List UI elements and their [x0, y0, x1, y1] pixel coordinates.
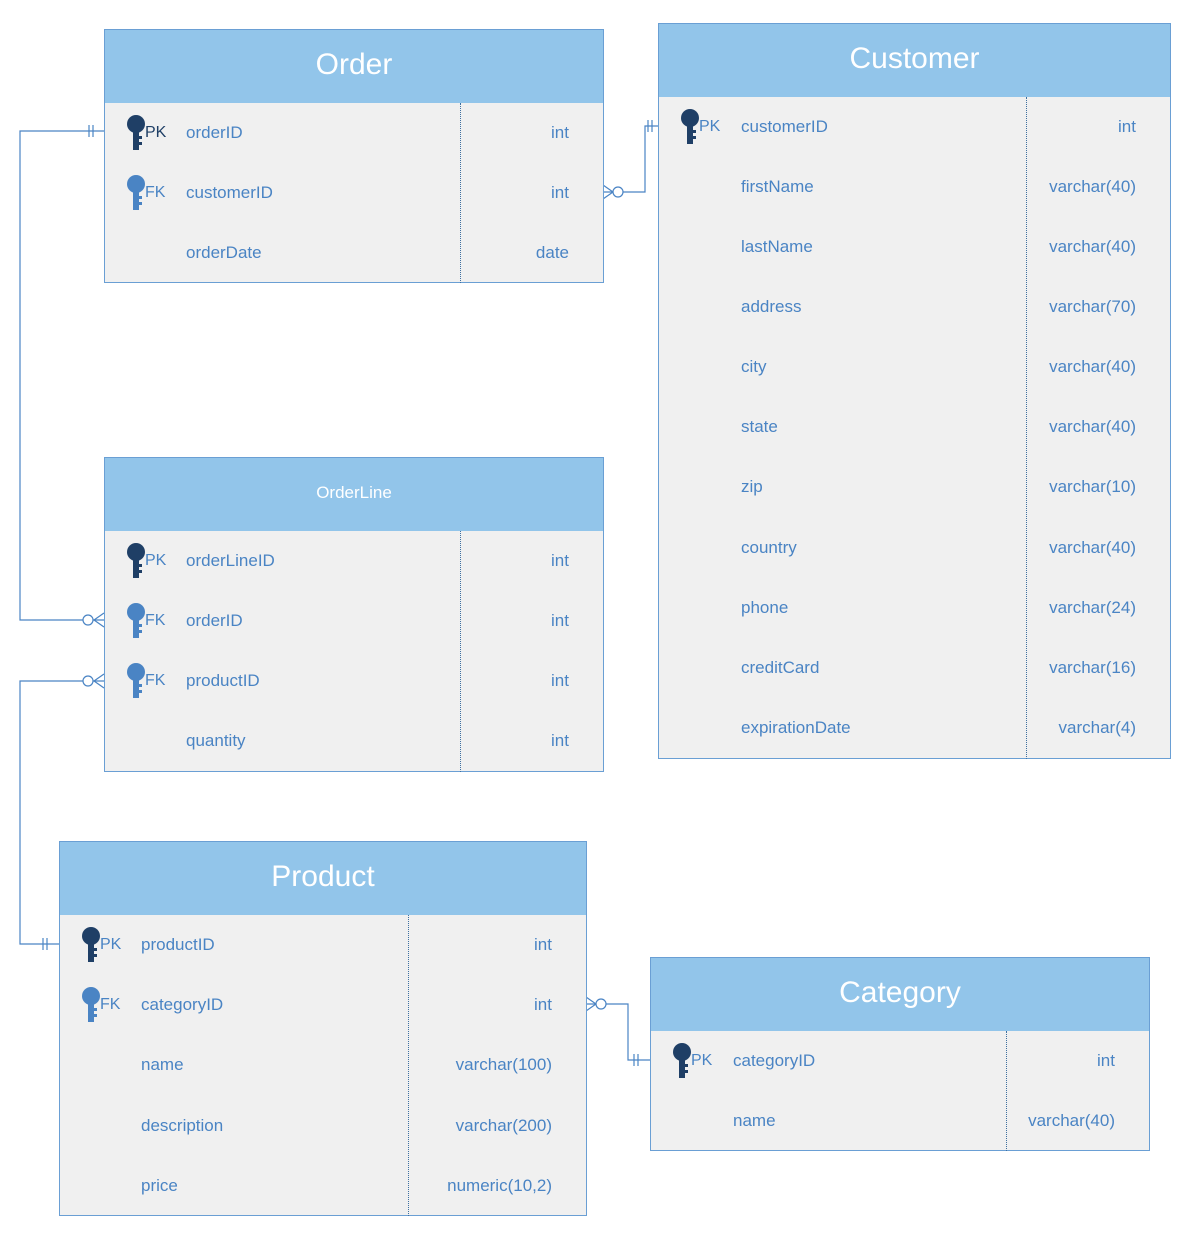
field-row [60, 1156, 586, 1216]
field-row [105, 531, 603, 591]
field-row [659, 518, 1170, 578]
field-row [105, 223, 603, 283]
field-row [659, 578, 1170, 638]
key-label: PK [145, 552, 167, 569]
field-row [659, 277, 1170, 337]
field-type: date [535, 243, 569, 262]
field-row [651, 1031, 1149, 1091]
field-name: price [141, 1176, 178, 1195]
field-type: int [534, 935, 552, 954]
field-name: state [741, 417, 778, 436]
field-name: categoryID [733, 1051, 816, 1070]
entity-product-title: Product [60, 842, 586, 915]
field-row [105, 651, 603, 711]
field-name: zip [741, 477, 763, 496]
field-name: address [741, 297, 802, 316]
field-type: varchar(40) [1049, 417, 1136, 436]
field-type: int [534, 995, 552, 1014]
field-type: varchar(24) [1049, 598, 1136, 617]
field-name: creditCard [741, 658, 820, 677]
key-label: FK [100, 996, 121, 1013]
foreign-key-icon [80, 986, 102, 1024]
foreign-key-icon [125, 174, 147, 212]
field-type: varchar(40) [1028, 1111, 1115, 1130]
field-type: varchar(10) [1049, 477, 1136, 496]
field-row [105, 711, 603, 771]
key-label: PK [691, 1052, 713, 1069]
key-label: FK [145, 672, 166, 689]
field-type: numeric(10,2) [447, 1176, 552, 1195]
field-row [60, 1035, 586, 1095]
field-row [659, 397, 1170, 457]
field-row [659, 157, 1170, 217]
field-name: orderID [186, 123, 243, 142]
field-type: varchar(40) [1049, 357, 1136, 376]
field-type: int [551, 183, 569, 202]
field-name: name [733, 1111, 776, 1130]
field-name: quantity [186, 731, 246, 750]
entity-customer-title: Customer [659, 24, 1170, 97]
field-name: expirationDate [741, 718, 851, 737]
primary-key-icon [125, 542, 147, 580]
field-type: int [551, 731, 569, 750]
field-name: productID [186, 671, 260, 690]
field-row [105, 163, 603, 223]
entity-orderline [104, 457, 604, 772]
key-label: FK [145, 184, 166, 201]
field-type: int [1118, 117, 1136, 136]
field-type: varchar(40) [1049, 237, 1136, 256]
field-type: varchar(40) [1049, 538, 1136, 557]
field-name: description [141, 1116, 224, 1135]
field-name: productID [141, 935, 215, 954]
field-row [105, 591, 603, 651]
field-row [659, 698, 1170, 758]
field-row [659, 97, 1170, 157]
field-type: int [551, 611, 569, 630]
field-type: int [551, 671, 569, 690]
field-name: firstName [741, 177, 814, 196]
field-name: phone [741, 598, 789, 617]
field-type: varchar(40) [1049, 177, 1136, 196]
foreign-key-icon [125, 662, 147, 700]
field-row [659, 638, 1170, 698]
entity-customer [658, 23, 1171, 759]
field-type: varchar(70) [1049, 297, 1136, 316]
relationship-orderline-order [20, 125, 104, 627]
entity-order [104, 29, 604, 283]
field-row [659, 337, 1170, 397]
field-name: country [741, 538, 797, 557]
field-name: orderID [186, 611, 243, 630]
field-row [105, 103, 603, 163]
relationship-product-category [586, 997, 650, 1066]
field-type: int [551, 123, 569, 142]
primary-key-icon [125, 114, 147, 152]
field-name: customerID [741, 117, 828, 136]
key-label: PK [100, 936, 122, 953]
field-row [60, 975, 586, 1035]
field-type: varchar(4) [1058, 718, 1136, 737]
field-name: city [741, 357, 767, 376]
field-type: varchar(200) [455, 1116, 552, 1135]
key-label: PK [145, 124, 167, 141]
field-type: varchar(100) [455, 1055, 552, 1074]
entity-orderline-title: OrderLine [105, 458, 603, 531]
field-type: varchar(16) [1049, 658, 1136, 677]
primary-key-icon [80, 926, 102, 964]
field-name: orderLineID [186, 551, 275, 570]
entity-product [59, 841, 587, 1216]
foreign-key-icon [125, 602, 147, 640]
field-type: int [1097, 1051, 1115, 1070]
field-row [659, 217, 1170, 277]
field-name: lastName [741, 237, 813, 256]
primary-key-icon [679, 108, 701, 146]
field-row [60, 1096, 586, 1156]
field-row [60, 915, 586, 975]
primary-key-icon [671, 1042, 693, 1080]
entity-category [650, 957, 1150, 1151]
field-type: int [551, 551, 569, 570]
field-name: name [141, 1055, 184, 1074]
key-label: FK [145, 612, 166, 629]
entity-category-title: Category [651, 958, 1149, 1031]
relationship-order-customer [603, 120, 658, 199]
field-name: categoryID [141, 995, 224, 1014]
field-row [651, 1091, 1149, 1151]
field-name: customerID [186, 183, 273, 202]
field-row [659, 457, 1170, 517]
field-name: orderDate [186, 243, 262, 262]
key-label: PK [699, 118, 721, 135]
entity-order-title: Order [105, 30, 603, 103]
